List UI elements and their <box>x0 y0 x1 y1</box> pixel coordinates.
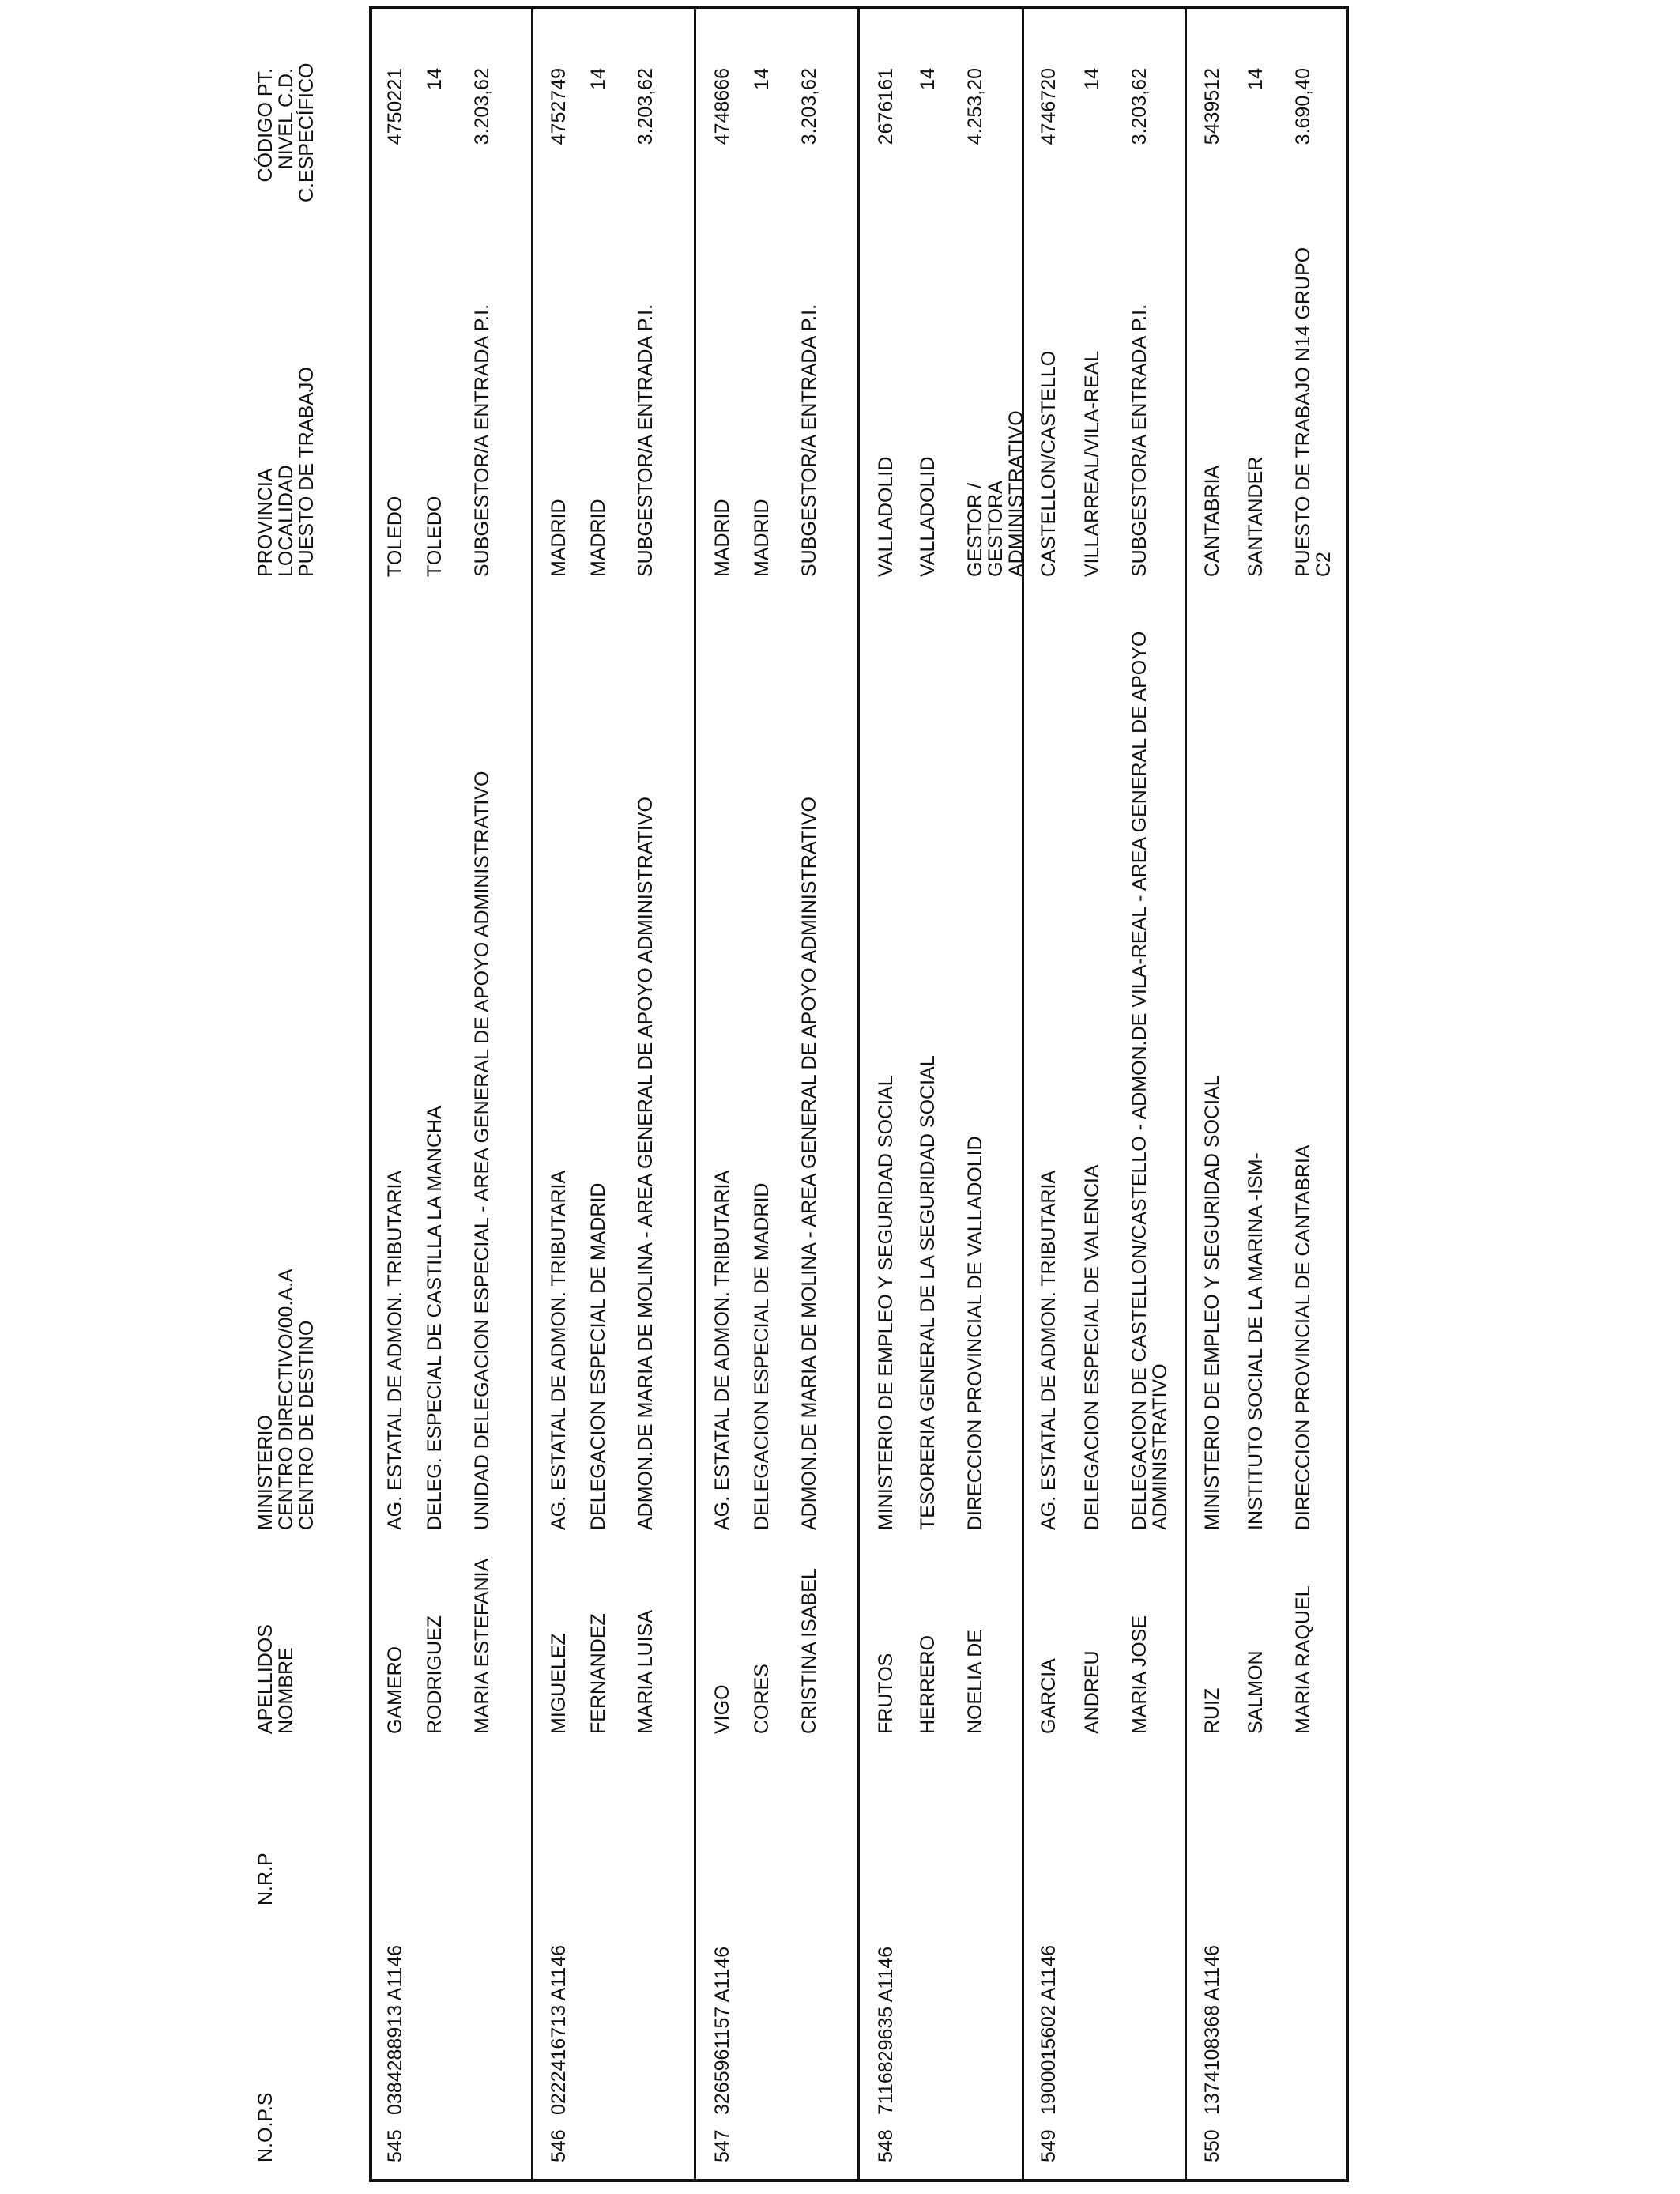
directive-center: DELEG. ESPECIAL DE CASTILLA LA MANCHA <box>424 1106 446 1530</box>
row-divider <box>1185 6 1187 2182</box>
surname-2: RODRIGUEZ <box>424 1615 446 1734</box>
ministry: AG. ESTATAL DE ADMON. TRIBUTARIA <box>548 1170 570 1530</box>
given-name: MARIA LUISA <box>635 1610 657 1734</box>
level-cd: 14 <box>751 68 773 90</box>
province: TOLEDO <box>384 496 406 577</box>
nops-value: 549 <box>1038 2129 1060 2162</box>
nrp-value: 1900015602 A1146 <box>1038 1944 1060 2115</box>
header-centro-directivo: CENTRO DIRECTIVO/00.A.A <box>275 1269 297 1530</box>
given-name: CRISTINA ISABEL <box>798 1568 820 1734</box>
directive-center: TESORERIA GENERAL DE LA SEGURIDAD SOCIAL <box>917 1055 939 1530</box>
ministry: MINISTERIO DE EMPLEO Y SEGURIDAD SOCIAL <box>875 1075 897 1530</box>
job-code: 4746720 <box>1038 68 1060 145</box>
surname-1: VIGO <box>711 1684 733 1734</box>
row-divider <box>857 6 860 2182</box>
province: MADRID <box>548 499 570 577</box>
destination-center: DELEGACION DE CASTELLON/CASTELLO - ADMON.DE VILA-REAL - AREA GENERAL DE APOYO ADMINISTRATIVO <box>1128 631 1171 1530</box>
surname-2: HERRERO <box>917 1634 939 1734</box>
specific-complement: 3.690,40 <box>1292 68 1314 145</box>
job-code: 4750221 <box>384 68 406 145</box>
level-cd: 14 <box>1245 68 1267 90</box>
destination-center: UNIDAD DELEGACION ESPECIAL - AREA GENERAL DE APOYO ADMINISTRATIVO <box>471 771 493 1530</box>
surname-1: FRUTOS <box>875 1653 897 1734</box>
destination-center: DIRECCION PROVINCIAL DE VALLADOLID <box>964 1136 986 1530</box>
surname-2: CORES <box>751 1664 773 1734</box>
surname-2: ANDREU <box>1081 1650 1103 1734</box>
job-code: 5439512 <box>1201 68 1223 145</box>
directive-center: DELEGACION ESPECIAL DE VALENCIA <box>1081 1164 1103 1530</box>
job-code: 2676161 <box>875 68 897 145</box>
nops-value: 547 <box>711 2129 733 2162</box>
job-position: SUBGESTOR/A ENTRADA P.I. <box>1128 303 1151 577</box>
specific-complement: 4.253,20 <box>964 68 986 145</box>
province: MADRID <box>711 499 733 577</box>
province: CASTELLON/CASTELLO <box>1038 350 1060 577</box>
specific-complement: 3.203,62 <box>1128 68 1151 145</box>
header-apellidos: APELLIDOS <box>254 1624 277 1734</box>
header-codigo: CÓDIGO PT. <box>254 68 277 183</box>
specific-complement: 3.203,62 <box>471 68 493 145</box>
directive-center: INSTITUTO SOCIAL DE LA MARINA -ISM- <box>1245 1152 1267 1530</box>
directive-center: DELEGACION ESPECIAL DE MADRID <box>587 1182 609 1530</box>
job-code: 4748666 <box>711 68 733 145</box>
specific-complement: 3.203,62 <box>798 68 820 145</box>
nops-value: 550 <box>1201 2129 1223 2162</box>
job-position: SUBGESTOR/A ENTRADA P.I. <box>471 303 493 577</box>
nrp-value: 7116829635 A1146 <box>875 1946 897 2115</box>
locality: MADRID <box>587 499 609 577</box>
header-nops: N.O.P.S <box>254 2092 277 2162</box>
nrp-value: 0384288913 A1146 <box>384 1944 406 2115</box>
header-provincia: PROVINCIA <box>254 468 277 577</box>
header-puesto: PUESTO DE TRABAJO <box>296 367 318 577</box>
locality: SANTANDER <box>1245 456 1267 577</box>
row-divider <box>694 6 696 2182</box>
nrp-value: 3265961157 A1146 <box>711 1946 733 2115</box>
surname-1: GARCIA <box>1038 1658 1060 1734</box>
ministry: MINISTERIO DE EMPLEO Y SEGURIDAD SOCIAL <box>1201 1075 1223 1530</box>
locality: VILLARREAL/VILA-REAL <box>1081 350 1103 577</box>
surname-1: GAMERO <box>384 1646 406 1734</box>
province: VALLADOLID <box>875 456 897 577</box>
directive-center: DELEGACION ESPECIAL DE MADRID <box>751 1182 773 1530</box>
province: CANTABRIA <box>1201 465 1223 577</box>
level-cd: 14 <box>917 68 939 90</box>
job-position: SUBGESTOR/A ENTRADA P.I. <box>635 303 657 577</box>
ministry: AG. ESTATAL DE ADMON. TRIBUTARIA <box>1038 1170 1060 1530</box>
header-centro-destino: CENTRO DE DESTINO <box>296 1320 318 1530</box>
nops-value: 545 <box>384 2129 406 2162</box>
row-divider <box>1022 6 1024 2182</box>
level-cd: 14 <box>587 68 609 90</box>
header-nivel: NIVEL C.D. <box>275 68 297 170</box>
locality: MADRID <box>751 499 773 577</box>
nrp-value: 0222416713 A1146 <box>548 1944 570 2115</box>
surname-2: SALMON <box>1245 1650 1267 1734</box>
header-localidad: LOCALIDAD <box>275 465 297 577</box>
header-especifico: C.ESPECÍFICO <box>296 62 318 202</box>
job-position: SUBGESTOR/A ENTRADA P.I. <box>798 303 820 577</box>
nops-value: 546 <box>548 2129 570 2162</box>
job-position: GESTOR / GESTORA ADMINISTRATIVO <box>964 410 1027 577</box>
locality: TOLEDO <box>424 496 446 577</box>
header-ministerio: MINISTERIO <box>254 1415 277 1530</box>
surname-2: FERNANDEZ <box>587 1613 609 1734</box>
destination-center: ADMON.DE MARIA DE MOLINA - AREA GENERAL DE APOYO ADMINISTRATIVO <box>798 797 820 1530</box>
destination-center: DIRECCION PROVINCIAL DE CANTABRIA <box>1292 1144 1314 1530</box>
level-cd: 14 <box>424 68 446 90</box>
surname-1: RUIZ <box>1201 1687 1223 1734</box>
surname-1: MIGUELEZ <box>548 1633 570 1734</box>
given-name: MARIA ESTEFANIA <box>471 1558 493 1734</box>
level-cd: 14 <box>1081 68 1103 90</box>
given-name: MARIA RAQUEL <box>1292 1585 1314 1734</box>
job-position: PUESTO DE TRABAJO N14 GRUPO C2 <box>1292 247 1335 577</box>
nops-value: 548 <box>875 2129 897 2162</box>
header-nombre: NOMBRE <box>275 1647 297 1734</box>
job-code: 4752749 <box>548 68 570 145</box>
destination-center: ADMON.DE MARIA DE MOLINA - AREA GENERAL DE APOYO ADMINISTRATIVO <box>635 797 657 1530</box>
row-divider <box>531 6 533 2182</box>
ministry: AG. ESTATAL DE ADMON. TRIBUTARIA <box>711 1170 733 1530</box>
specific-complement: 3.203,62 <box>635 68 657 145</box>
locality: VALLADOLID <box>917 456 939 577</box>
nrp-value: 1374108368 A1146 <box>1201 1944 1223 2115</box>
given-name: MARIA JOSE <box>1128 1615 1151 1734</box>
given-name: NOELIA DE <box>964 1630 986 1734</box>
ministry: AG. ESTATAL DE ADMON. TRIBUTARIA <box>384 1170 406 1530</box>
header-nrp: N.R.P <box>254 1853 277 1906</box>
